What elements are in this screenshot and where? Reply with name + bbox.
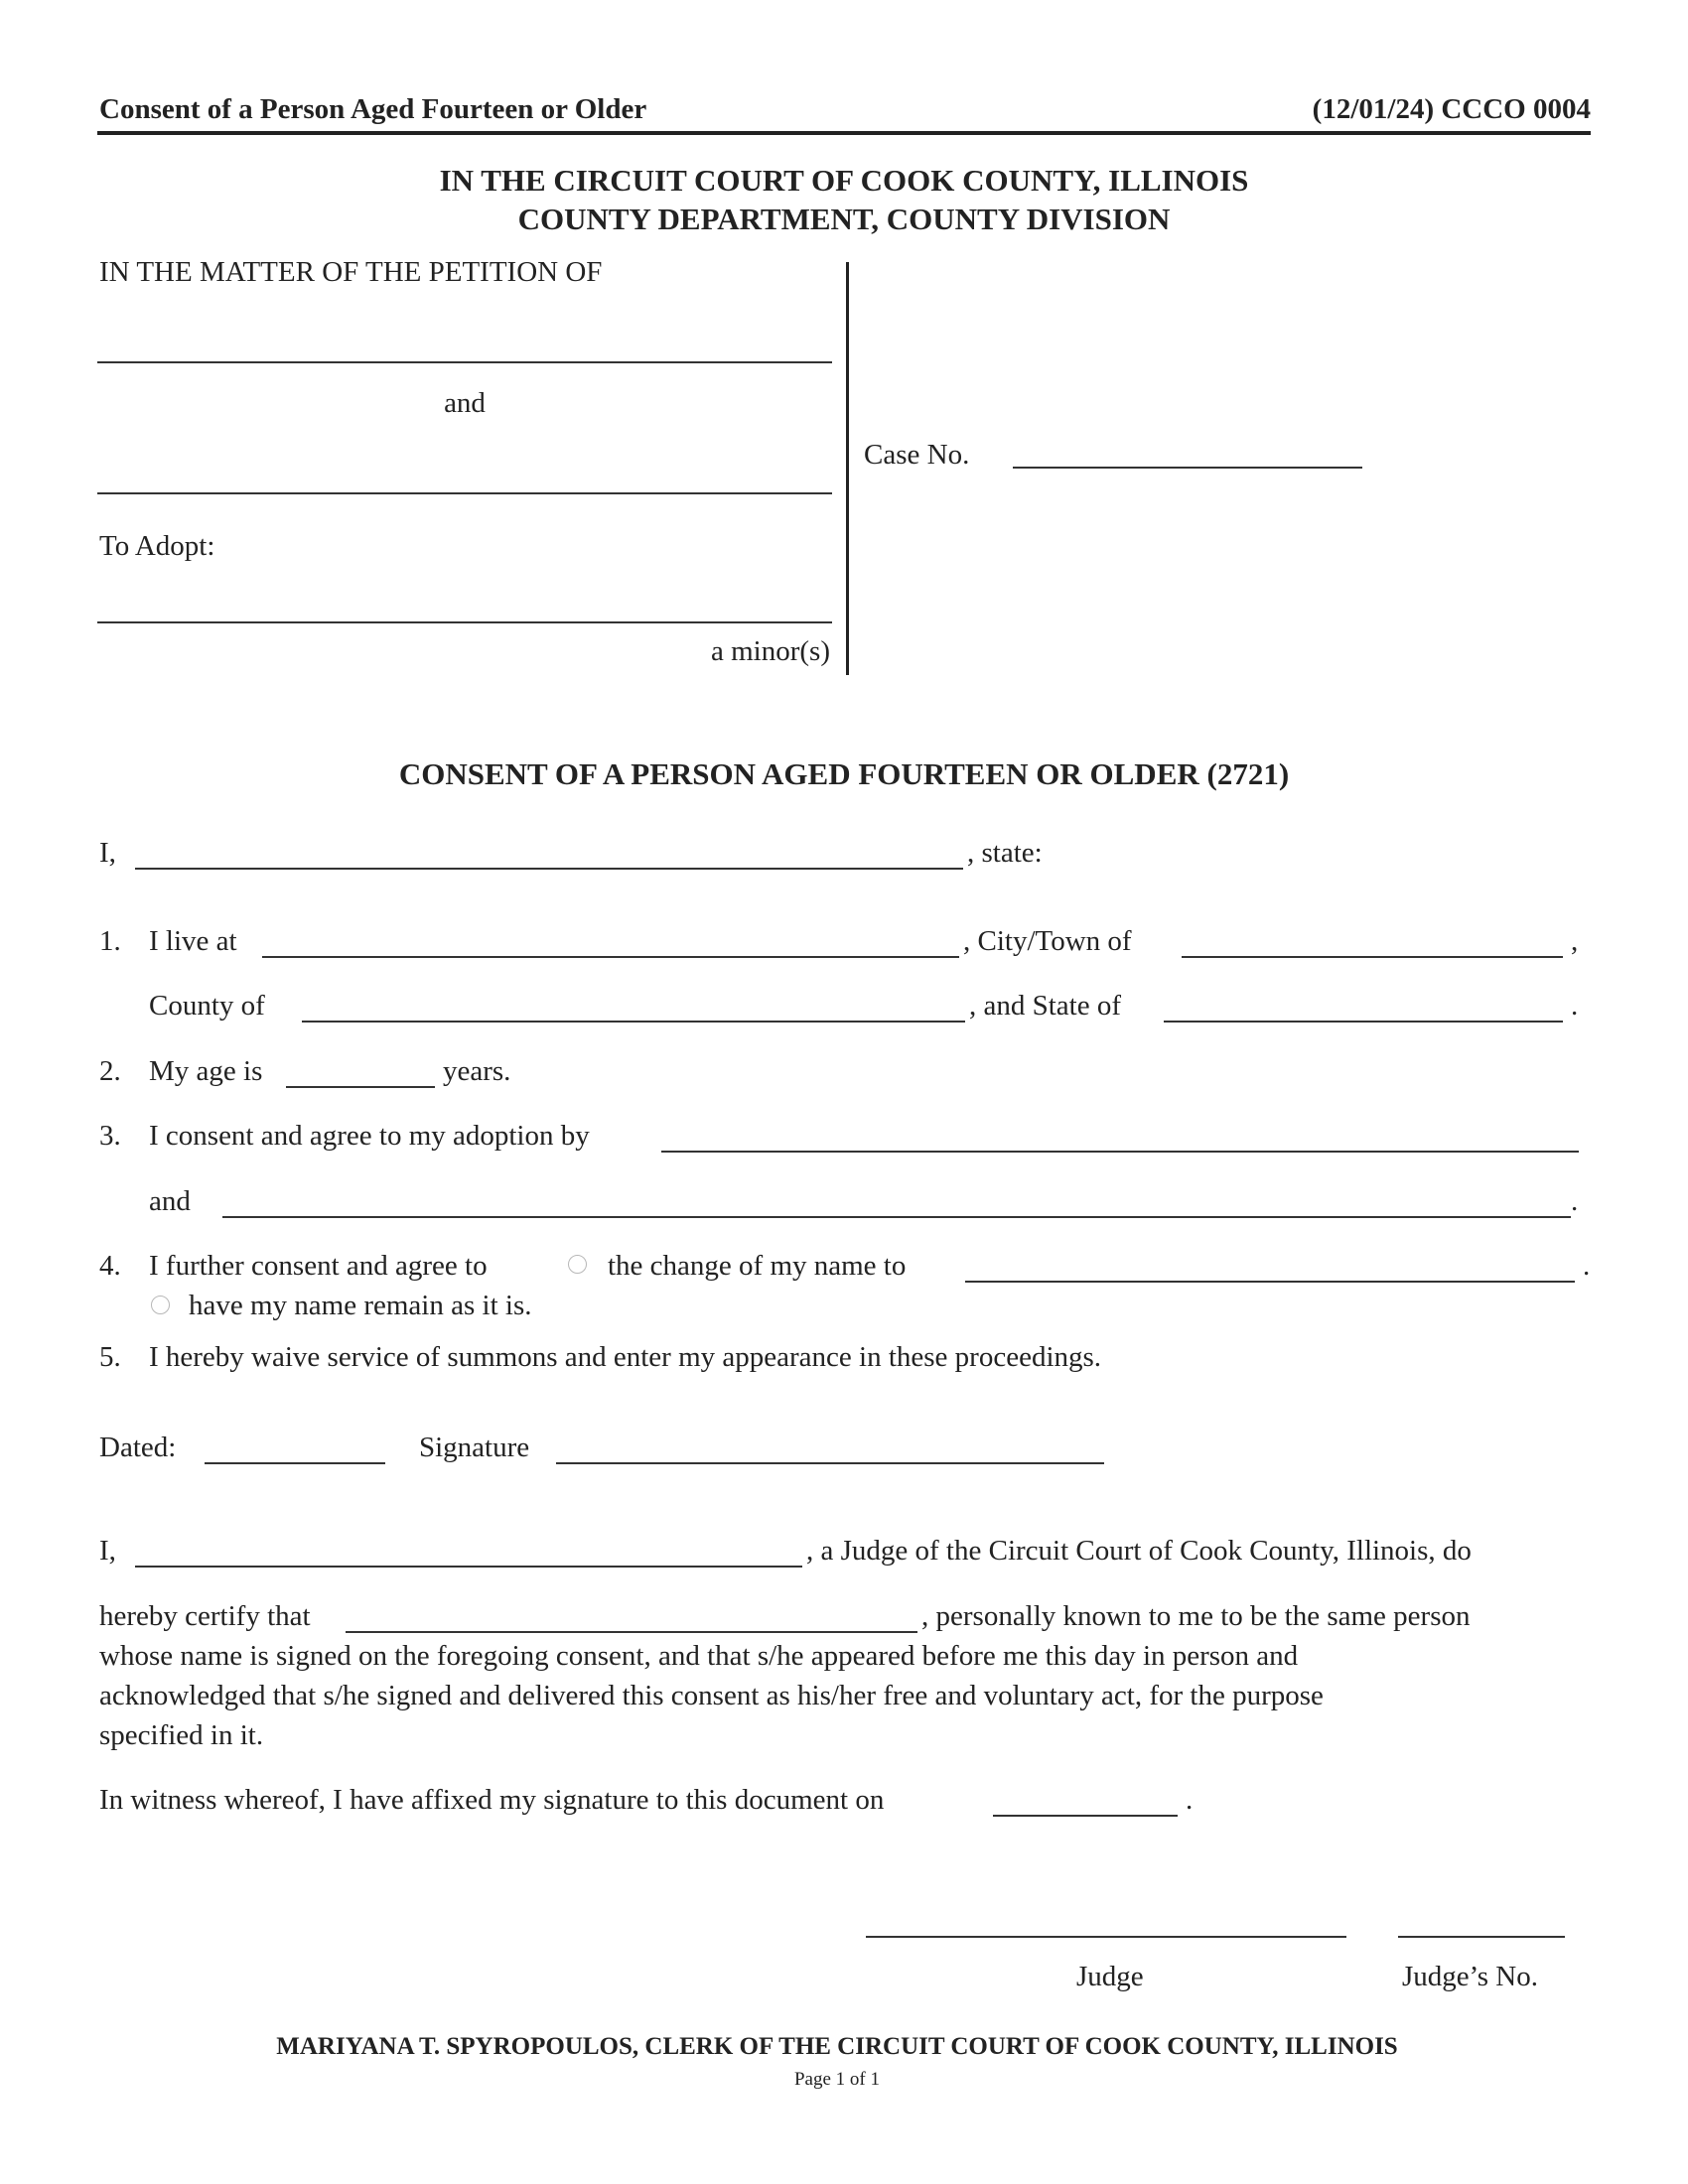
waive-label: I hereby waive service of summons and enter my appearance in these proceedings.: [149, 1341, 1102, 1373]
petitioner-1-input[interactable]: [97, 320, 832, 363]
court-line-2: COUNTY DEPARTMENT, COUNTY DIVISION: [517, 202, 1171, 236]
judge-text: , a Judge of the Circuit Court of Cook County, Illinois, do: [806, 1535, 1472, 1567]
consent-label: I consent and agree to my adoption by: [149, 1120, 590, 1152]
item-5-number: 5.: [99, 1341, 121, 1373]
cert-body-line-2: acknowledged that s/he signed and delivered this consent as his/her free and voluntary act, for the purpose: [99, 1680, 1324, 1711]
item-1-number: 1.: [99, 925, 121, 957]
judge-name-input[interactable]: [135, 1524, 802, 1568]
certify-label: hereby certify that: [99, 1600, 311, 1632]
judge-label: Judge: [1076, 1961, 1144, 1992]
signature-label: Signature: [419, 1432, 530, 1463]
judge-signature-line[interactable]: [866, 1936, 1346, 1938]
city-comma: ,: [1571, 925, 1579, 957]
age-label: My age is: [149, 1055, 263, 1087]
case-no-label: Case No.: [864, 439, 970, 471]
witness-text: In witness whereof, I have affixed my signature to this document on: [99, 1784, 885, 1816]
item-4-number: 4.: [99, 1250, 121, 1282]
city-input[interactable]: [1182, 914, 1563, 958]
cert-prefix: I,: [99, 1535, 116, 1567]
age-input[interactable]: [286, 1044, 435, 1088]
state-label: , and State of: [969, 990, 1122, 1022]
county-label: County of: [149, 990, 265, 1022]
page-number: Page 1 of 1: [793, 2069, 880, 2090]
new-name-period: .: [1583, 1250, 1591, 1282]
case-no-input[interactable]: [1013, 425, 1362, 469]
address-input[interactable]: [262, 914, 959, 958]
to-adopt-label: To Adopt:: [99, 530, 215, 562]
change-name-label: the change of my name to: [608, 1250, 907, 1282]
caption-divider: [846, 262, 849, 675]
clerk-footer: MARIYANA T. SPYROPOULOS, CLERK OF THE CIRCUIT COURT OF COOK COUNTY, ILLINOIS: [276, 2033, 1398, 2060]
dated-label: Dated:: [99, 1432, 177, 1463]
judge-number-line[interactable]: [1398, 1936, 1565, 1938]
known-text: , personally known to me to be the same person: [921, 1600, 1471, 1632]
declarant-name-input[interactable]: [135, 826, 963, 870]
item-2-number: 2.: [99, 1055, 121, 1087]
keep-name-radio[interactable]: [151, 1296, 170, 1314]
adoptive-parent-2-input[interactable]: [222, 1174, 1571, 1218]
dated-input[interactable]: [205, 1421, 385, 1464]
form-code: (12/01/24) CCCO 0004: [1312, 93, 1591, 125]
signature-input[interactable]: [556, 1421, 1104, 1464]
live-at-label: I live at: [149, 925, 237, 957]
cert-body-line-3: specified in it.: [99, 1719, 264, 1751]
caption-and-label: and: [444, 387, 486, 419]
judge-number-label: Judge’s No.: [1402, 1961, 1538, 1992]
consent-and-label: and: [149, 1185, 191, 1217]
court-line-1: IN THE CIRCUIT COURT OF COOK COUNTY, ILLINOIS: [439, 163, 1249, 198]
petitioner-2-input[interactable]: [97, 451, 832, 494]
county-input[interactable]: [302, 979, 965, 1023]
form-title: Consent of a Person Aged Fourteen or Older: [99, 93, 647, 125]
cert-body-line-1: whose name is signed on the foregoing consent, and that s/he appeared before me this day in person and: [99, 1640, 1299, 1672]
keep-name-label: have my name remain as it is.: [189, 1290, 532, 1321]
years-label: years.: [443, 1055, 511, 1087]
intro-prefix: I,: [99, 837, 116, 869]
intro-suffix: , state:: [967, 837, 1043, 869]
adopter-period: .: [1571, 1185, 1579, 1217]
state-input[interactable]: [1164, 979, 1563, 1023]
document-title: CONSENT OF A PERSON AGED FOURTEEN OR OLDER (2721): [398, 756, 1290, 791]
item-3-number: 3.: [99, 1120, 121, 1152]
witness-date-input[interactable]: [993, 1773, 1178, 1817]
city-label: , City/Town of: [963, 925, 1132, 957]
witness-period: .: [1186, 1784, 1194, 1816]
new-name-input[interactable]: [965, 1239, 1575, 1283]
change-name-radio[interactable]: [568, 1255, 587, 1274]
minor-label: a minor(s): [711, 635, 830, 667]
minor-name-input[interactable]: [97, 580, 832, 623]
matter-label: IN THE MATTER OF THE PETITION OF: [99, 256, 603, 288]
certified-person-input[interactable]: [346, 1589, 917, 1633]
adoptive-parent-1-input[interactable]: [661, 1109, 1579, 1153]
further-consent-label: I further consent and agree to: [149, 1250, 488, 1282]
header-rule: [97, 131, 1591, 135]
state-period: .: [1571, 990, 1579, 1022]
